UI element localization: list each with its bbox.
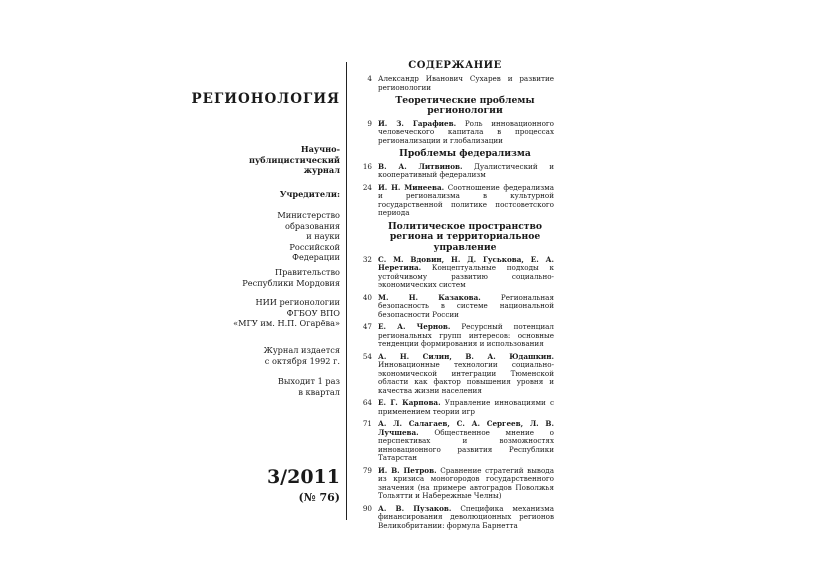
toc-entry-title: Соотношение федерализма и регионализма в культурной государственной политике постсоветского периода <box>378 182 554 218</box>
toc-page-number: 40 <box>362 292 372 302</box>
toc-entry[interactable] <box>356 163 554 180</box>
toc-entry-title: Сравнение стратегий вывода из кризиса моногородов государственного значения (на примере автоградов Поволжья Тольятти и Набережные Челны) <box>378 465 554 501</box>
column-divider <box>346 62 347 520</box>
founder-line: ФГБОУ ВПО <box>286 307 340 318</box>
journal-type-line: публицистический <box>248 154 340 165</box>
since-line: с октября 1992 г. <box>264 355 340 366</box>
journal-type-line: журнал <box>303 165 340 175</box>
toc-list <box>356 75 554 530</box>
toc-entry-title: Региональная безопасность в системе национальной безопасности России <box>378 292 554 319</box>
founders-label: Учредители: <box>279 189 340 199</box>
toc-page-number: 4 <box>367 74 372 83</box>
toc-page-number: 47 <box>362 322 372 332</box>
toc-page-number: 9 <box>367 118 372 128</box>
founder-line: Федерации <box>292 252 340 262</box>
founder-institute <box>233 297 340 329</box>
toc-entry-title: Общественное мнение о перспективах и возможностях инновационного развития Республики Татарстан <box>378 427 554 463</box>
toc-entry[interactable] <box>356 294 554 320</box>
toc-entry[interactable] <box>356 420 554 463</box>
toc-entry[interactable] <box>356 505 554 531</box>
founder-line: и науки <box>306 231 340 241</box>
toc-entry-author: А. Л. Салагаев, С. А. Сергеев, Л. В. Лучшева. <box>378 419 554 437</box>
toc-entry-title: Управление инновациями с применением теории игр <box>378 398 554 416</box>
toc-entry-title: Специфика механизма финансирования деволюционных регионов Великобритании: формула Барнетта <box>378 503 554 530</box>
toc-page-number: 79 <box>362 465 372 475</box>
toc-entry-text <box>378 505 554 531</box>
founder-line: «МГУ им. Н.П. Огарёва» <box>233 318 340 328</box>
toc-entry-text <box>378 323 554 349</box>
toc-entry-title: Ресурсный потенциал региональных групп интересов: основные тенденции формирования и использования <box>378 322 554 349</box>
toc-entry-author: С. М. Вдовин, Н. Д. Гуськова, Е. А. Неретина. <box>378 254 554 273</box>
toc-entry-title: Роль инновационного человеческого капитала в процессах регионализации и глобализации <box>378 118 554 145</box>
toc-page-number: 90 <box>362 503 372 513</box>
toc-entry[interactable] <box>356 184 554 218</box>
toc-entry-text <box>378 75 554 92</box>
toc-page-number: 24 <box>362 182 372 192</box>
founder-line: Правительство <box>274 267 340 277</box>
toc-entry-text <box>378 256 554 290</box>
toc-entry[interactable] <box>356 399 554 416</box>
toc-entry-author: И. Н. Минеева. <box>378 182 445 192</box>
toc-section-title: Теоретические проблемы регионологии <box>395 95 535 117</box>
journal-type <box>249 144 340 176</box>
toc-page-number: 32 <box>362 254 372 264</box>
since-line: Журнал издается <box>263 345 340 355</box>
issue-total-number: (№ 76) <box>298 491 340 504</box>
founder-government <box>242 267 340 288</box>
toc-page-number: 16 <box>362 161 372 171</box>
toc-entry-text <box>378 467 554 501</box>
toc-entry-text <box>378 120 554 146</box>
published-since <box>264 345 340 366</box>
toc-entry-author: А. В. Пузаков. <box>378 503 452 513</box>
toc-entry[interactable] <box>356 120 554 146</box>
toc-entry-author: Е. Г. Карпова. <box>378 398 441 408</box>
toc-entry-text <box>378 353 554 396</box>
founder-line: Министерство <box>277 210 340 220</box>
publication-frequency <box>278 376 340 397</box>
toc-entry-title: Дуалистический и кооперативный федерализм <box>378 161 554 180</box>
frequency-line: в квартал <box>298 386 340 397</box>
founder-ministry <box>277 210 340 263</box>
journal-title: РЕГИОНОЛОГИЯ <box>191 91 340 107</box>
toc-entry-title: Александр Иванович Сухарев и развитие регионологии <box>378 74 554 92</box>
toc-entry-title: Инновационные технологии социально-экономической интеграции Тюменской области как фактор повышения уровня и качества жизни населения <box>378 360 554 395</box>
founder-line: Республики Мордовия <box>242 277 340 288</box>
table-of-contents <box>356 60 554 534</box>
issue-number: 3/2011 <box>266 466 340 488</box>
toc-entry[interactable] <box>356 323 554 349</box>
founder-line: Российской <box>289 241 340 252</box>
toc-entry-author: Е. А. Чернов. <box>378 322 451 332</box>
toc-entry-author: И. В. Петров. <box>378 465 437 475</box>
toc-entry-text <box>378 184 554 218</box>
toc-heading: СОДЕРЖАНИЕ <box>408 60 502 71</box>
toc-section-title: Проблемы федерализма <box>399 148 531 160</box>
frequency-line: Выходит 1 раз <box>277 376 340 386</box>
toc-page-number: 64 <box>362 398 372 408</box>
toc-page-number: 71 <box>362 419 372 429</box>
toc-entry[interactable] <box>356 256 554 290</box>
toc-entry-text <box>378 294 554 320</box>
toc-entry-author: И. З. Гарафиев. <box>378 118 457 128</box>
founder-line: образования <box>285 220 340 231</box>
cover-left-column <box>0 0 340 580</box>
toc-entry[interactable] <box>356 467 554 501</box>
toc-entry[interactable] <box>356 353 554 396</box>
founder-line: НИИ регионологии <box>255 297 340 307</box>
toc-entry-text <box>378 399 554 416</box>
toc-entry[interactable] <box>356 75 554 92</box>
journal-type-line: Научно- <box>300 144 340 154</box>
toc-entry-author: А. Н. Силин, В. А. Юдашкин. <box>378 351 554 361</box>
toc-entry-title: Концептуальные подходы к устойчивому развитию социально-экономических систем <box>378 263 554 290</box>
toc-entry-author: В. А. Литвинов. <box>378 161 463 171</box>
toc-entry-author: М. Н. Казакова. <box>378 292 481 302</box>
toc-section-title: Политическое пространство региона и территориальное управление <box>387 220 543 253</box>
toc-page-number: 54 <box>362 351 372 361</box>
toc-entry-text <box>378 420 554 463</box>
toc-entry-text <box>378 163 554 180</box>
